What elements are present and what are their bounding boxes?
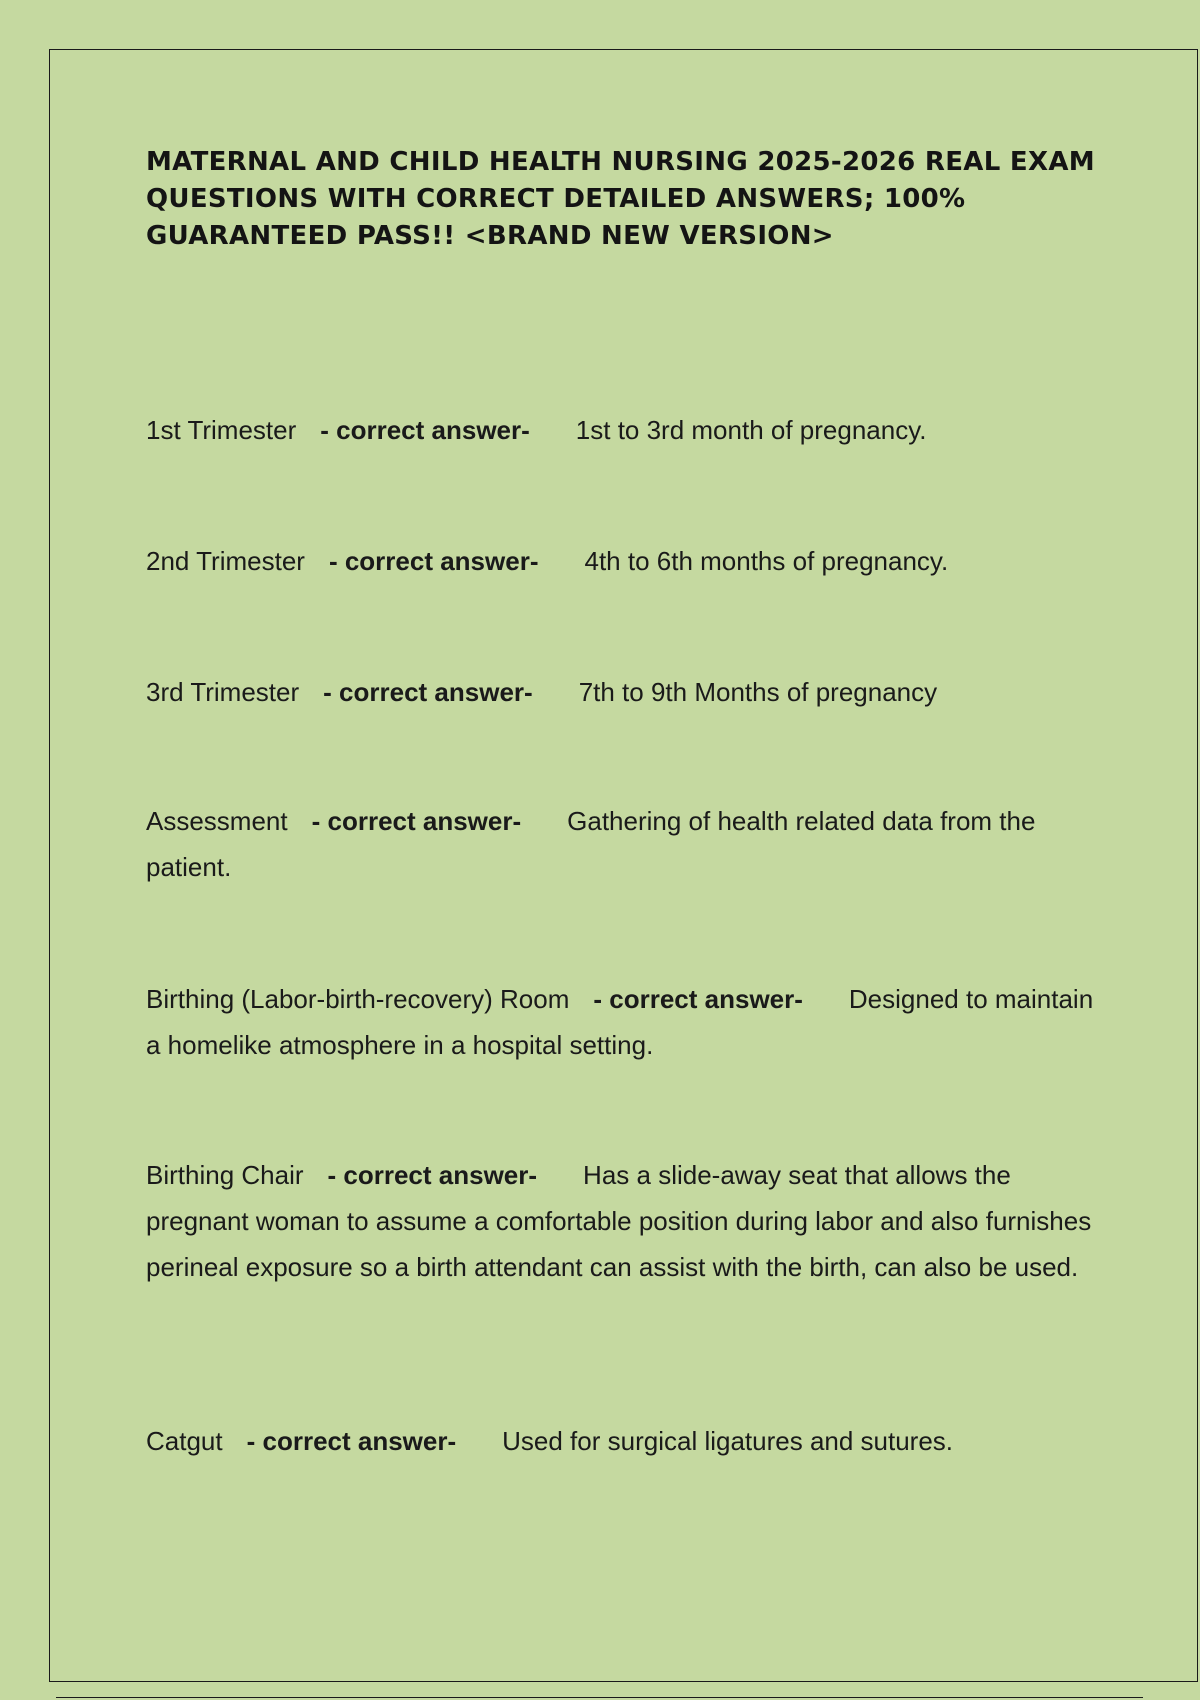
entry-separator: - correct answer- <box>246 1426 457 1456</box>
qa-entry-1st-trimester <box>146 407 1106 453</box>
entry-answer: Gathering of health related data from the patient. <box>146 806 1036 882</box>
entry-term: Birthing Chair <box>146 1160 304 1190</box>
entry-answer: Used for surgical ligatures and sutures. <box>502 1426 954 1456</box>
entry-term: Birthing (Labor-birth-recovery) Room <box>146 984 570 1014</box>
qa-entry-3rd-trimester <box>146 669 1106 715</box>
document-title: MATERNAL AND CHILD HEALTH NURSING 2025-2026 REAL EXAM QUESTIONS WITH CORRECT DETAILED ANSWERS; 100% GUARANTEED PASS!! <BRAND NEW VERSION> <box>146 147 1095 251</box>
entry-separator: - correct answer- <box>323 677 533 707</box>
entry-answer: Has a slide-away seat that allows the pregnant woman to assume a comfortable position during labor and also furnishes perineal exposure so a birth attendant can assist with the birth, can also be used. <box>146 1160 1092 1282</box>
entry-term: Assessment <box>146 806 288 836</box>
entry-answer: 4th to 6th months of pregnancy. <box>584 546 949 576</box>
entry-separator: - correct answer- <box>593 984 803 1014</box>
entry-separator: - correct answer- <box>311 806 522 836</box>
entry-term: 2nd Trimester <box>146 546 305 576</box>
entry-term: Catgut <box>146 1426 223 1456</box>
footer-rule <box>56 1697 1143 1698</box>
entry-separator: - correct answer- <box>327 1160 538 1190</box>
qa-entry-assessment <box>146 798 1106 890</box>
entry-term: 1st Trimester <box>146 415 297 445</box>
qa-entry-2nd-trimester <box>146 538 1106 584</box>
entry-separator: - correct answer- <box>320 415 530 445</box>
qa-entry-catgut <box>146 1418 1106 1464</box>
entry-separator: - correct answer- <box>328 546 539 576</box>
qa-entry-birthing-room <box>146 976 1106 1068</box>
entry-answer: 7th to 9th Months of pregnancy <box>578 677 938 707</box>
entry-answer: 1st to 3rd month of pregnancy. <box>575 415 927 445</box>
entry-term: 3rd Trimester <box>146 677 300 707</box>
entry-answer: Designed to maintain a homelike atmosphere in a hospital setting. <box>146 984 1094 1060</box>
qa-entry-birthing-chair <box>146 1152 1106 1290</box>
